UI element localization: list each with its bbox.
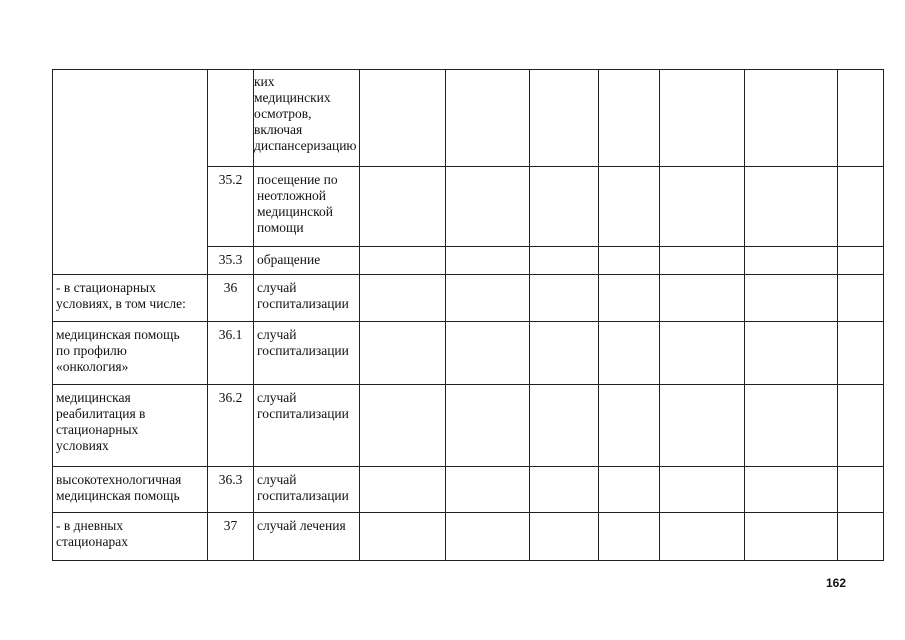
unit-line: диспансеризацию	[254, 138, 357, 153]
table-row	[53, 275, 884, 322]
empty-cell	[745, 275, 838, 322]
label-line: медицинская помощь	[56, 488, 180, 503]
empty-cell	[360, 167, 446, 247]
empty-cell	[745, 467, 838, 513]
empty-cell	[599, 167, 660, 247]
empty-cell	[599, 467, 660, 513]
empty-cell	[745, 385, 838, 467]
empty-cell	[530, 513, 599, 561]
empty-cell	[838, 513, 884, 561]
row-label-cell	[53, 385, 208, 467]
table-row	[53, 385, 884, 467]
label-line: высокотехнологичная	[56, 472, 182, 487]
row-unit-cell	[254, 385, 360, 467]
indicators-table	[52, 69, 884, 561]
empty-cell	[660, 322, 745, 385]
unit-line: неотложной	[257, 188, 327, 203]
row-label-cell	[53, 513, 208, 561]
empty-cell	[446, 467, 530, 513]
row-unit-cell	[254, 167, 360, 247]
unit-line: случай	[257, 280, 297, 295]
row-code-cell: 36	[208, 275, 254, 322]
row-label-cell	[53, 467, 208, 513]
row-unit-cell	[254, 322, 360, 385]
row-label-cell	[53, 275, 208, 322]
empty-cell	[530, 247, 599, 275]
empty-cell	[530, 322, 599, 385]
row-unit-cell	[254, 467, 360, 513]
empty-cell	[360, 385, 446, 467]
empty-cell	[745, 322, 838, 385]
unit-line: госпитализации	[257, 343, 349, 358]
row-code-cell: 35.3	[208, 247, 254, 275]
empty-cell	[745, 70, 838, 167]
empty-cell	[660, 247, 745, 275]
unit-line: госпитализации	[257, 488, 349, 503]
row-unit-cell	[254, 247, 360, 275]
empty-cell	[599, 385, 660, 467]
unit-line: медицинской	[257, 204, 333, 219]
label-line: условиях	[56, 438, 109, 453]
empty-cell	[599, 70, 660, 167]
empty-cell	[745, 513, 838, 561]
unit-line: случай	[257, 390, 297, 405]
row-unit-cell	[254, 513, 360, 561]
empty-cell	[599, 513, 660, 561]
row-unit-cell	[254, 275, 360, 322]
empty-cell	[530, 467, 599, 513]
empty-cell	[599, 247, 660, 275]
page-number: 162	[826, 576, 847, 590]
unit-line: посещение по	[257, 172, 338, 187]
empty-cell	[360, 513, 446, 561]
empty-cell	[660, 513, 745, 561]
row-code-cell: 36.1	[208, 322, 254, 385]
empty-cell	[446, 70, 530, 167]
empty-cell	[446, 247, 530, 275]
empty-cell	[530, 385, 599, 467]
label-line: - в дневных	[56, 518, 124, 533]
row-label-cell	[53, 322, 208, 385]
label-line: реабилитация в	[56, 406, 146, 421]
row-code-cell	[208, 70, 254, 167]
empty-cell	[838, 247, 884, 275]
table-row	[53, 467, 884, 513]
empty-cell	[360, 322, 446, 385]
empty-cell	[360, 70, 446, 167]
empty-cell	[660, 70, 745, 167]
row-code-cell: 35.2	[208, 167, 254, 247]
empty-cell	[838, 467, 884, 513]
unit-line: случай	[257, 327, 297, 342]
label-line: «онкология»	[56, 359, 129, 374]
row-code-cell: 36.3	[208, 467, 254, 513]
empty-cell	[530, 167, 599, 247]
empty-cell	[838, 275, 884, 322]
empty-cell	[745, 247, 838, 275]
row-label-cell	[53, 70, 208, 275]
unit-line: медицинских	[254, 90, 331, 105]
empty-cell	[660, 167, 745, 247]
unit-line: помощи	[257, 220, 304, 235]
empty-cell	[530, 70, 599, 167]
empty-cell	[446, 513, 530, 561]
empty-cell	[838, 322, 884, 385]
unit-line: осмотров,	[254, 106, 312, 121]
label-line: стационарных	[56, 422, 139, 437]
unit-line: госпитализации	[257, 296, 349, 311]
empty-cell	[838, 70, 884, 167]
empty-cell	[745, 167, 838, 247]
empty-cell	[838, 385, 884, 467]
empty-cell	[360, 275, 446, 322]
empty-cell	[446, 322, 530, 385]
empty-cell	[660, 275, 745, 322]
unit-line: случай	[257, 472, 297, 487]
empty-cell	[599, 275, 660, 322]
empty-cell	[660, 467, 745, 513]
empty-cell	[838, 167, 884, 247]
unit-line: обращение	[257, 252, 321, 267]
empty-cell	[360, 467, 446, 513]
empty-cell	[360, 247, 446, 275]
row-code-cell: 37	[208, 513, 254, 561]
empty-cell	[446, 167, 530, 247]
table-row	[53, 322, 884, 385]
empty-cell	[660, 385, 745, 467]
label-line: медицинская помощь	[56, 327, 180, 342]
unit-line: госпитализации	[257, 406, 349, 421]
label-line: - в стационарных	[56, 280, 156, 295]
unit-line: включая	[254, 122, 303, 137]
row-unit-cell	[254, 70, 360, 167]
label-line: по профилю	[56, 343, 127, 358]
label-line: условиях, в том числе:	[56, 296, 186, 311]
empty-cell	[599, 322, 660, 385]
label-line: медицинская	[56, 390, 131, 405]
unit-line: ких	[254, 74, 275, 89]
empty-cell	[530, 275, 599, 322]
table-row	[53, 513, 884, 561]
row-code-cell: 36.2	[208, 385, 254, 467]
table-row	[53, 70, 884, 167]
label-line: стационарах	[56, 534, 128, 549]
unit-line: случай лечения	[257, 518, 346, 533]
empty-cell	[446, 275, 530, 322]
empty-cell	[446, 385, 530, 467]
